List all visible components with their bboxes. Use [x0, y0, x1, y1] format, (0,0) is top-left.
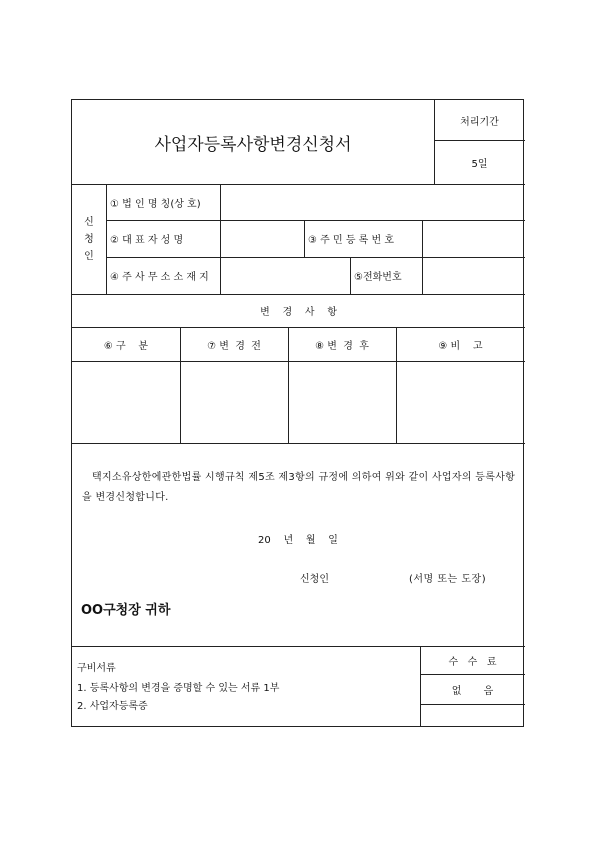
- side-char-3: 인: [84, 250, 94, 262]
- column-remarks: ⑨ 비 고: [438, 340, 483, 352]
- fee-value: 없 음: [451, 685, 494, 697]
- representative-label: ② 대 표 자 성 명: [110, 235, 184, 246]
- side-char-1: 신: [84, 216, 94, 228]
- before-field[interactable]: [181, 362, 287, 442]
- required-documents-heading: 구비서류: [77, 662, 116, 674]
- after-field[interactable]: [289, 362, 395, 442]
- remarks-field[interactable]: [397, 362, 524, 442]
- required-document-2: 2. 사업자등록증: [77, 700, 148, 712]
- column-before: ⑦ 변 경 전: [207, 340, 261, 352]
- processing-period-value: 5일: [471, 158, 488, 170]
- resident-number-label: ③ 주 민 등 록 번 호: [308, 235, 394, 246]
- company-name-label: ① 법 인 명 칭(상 호): [110, 198, 201, 210]
- column-category: ⑥ 구 분: [103, 340, 149, 352]
- processing-period-label: 처리기간: [460, 116, 499, 128]
- company-name-field[interactable]: [221, 185, 524, 219]
- date-line: 20 년 월 일: [258, 534, 338, 546]
- office-address-field[interactable]: [221, 258, 349, 293]
- required-document-1: 1. 등록사항의 변경을 증명할 수 있는 서류 1부: [77, 682, 280, 694]
- applicant-side-label: [72, 184, 106, 294]
- applicant-signature-label: 신청인: [300, 573, 329, 585]
- office-address-label: ④ 주 사 무 소 소 재 지: [110, 272, 209, 283]
- phone-label: ⑤전화번호: [354, 272, 402, 283]
- column-after: ⑧ 변 경 후: [315, 340, 369, 352]
- fee-label: 수 수 료: [448, 656, 497, 668]
- addressee: OO구청장 귀하: [81, 602, 171, 618]
- changes-section-title: 변 경 사 항: [260, 307, 337, 318]
- phone-field[interactable]: [423, 258, 524, 293]
- resident-number-field[interactable]: [423, 221, 524, 256]
- declaration-text: 택지소유상한에관한법률 시행규칙 제5조 제3항의 규정에 의하여 위와 같이 사업자의 등록사항을 변경신청합니다.: [82, 472, 516, 503]
- application-form: [71, 99, 524, 727]
- sign-or-seal-label: (서명 또는 도장): [409, 573, 487, 585]
- category-field[interactable]: [73, 362, 179, 442]
- form-title: 사업자등록사항변경신청서: [154, 134, 352, 155]
- side-char-2: 청: [84, 233, 94, 245]
- representative-field[interactable]: [221, 221, 303, 256]
